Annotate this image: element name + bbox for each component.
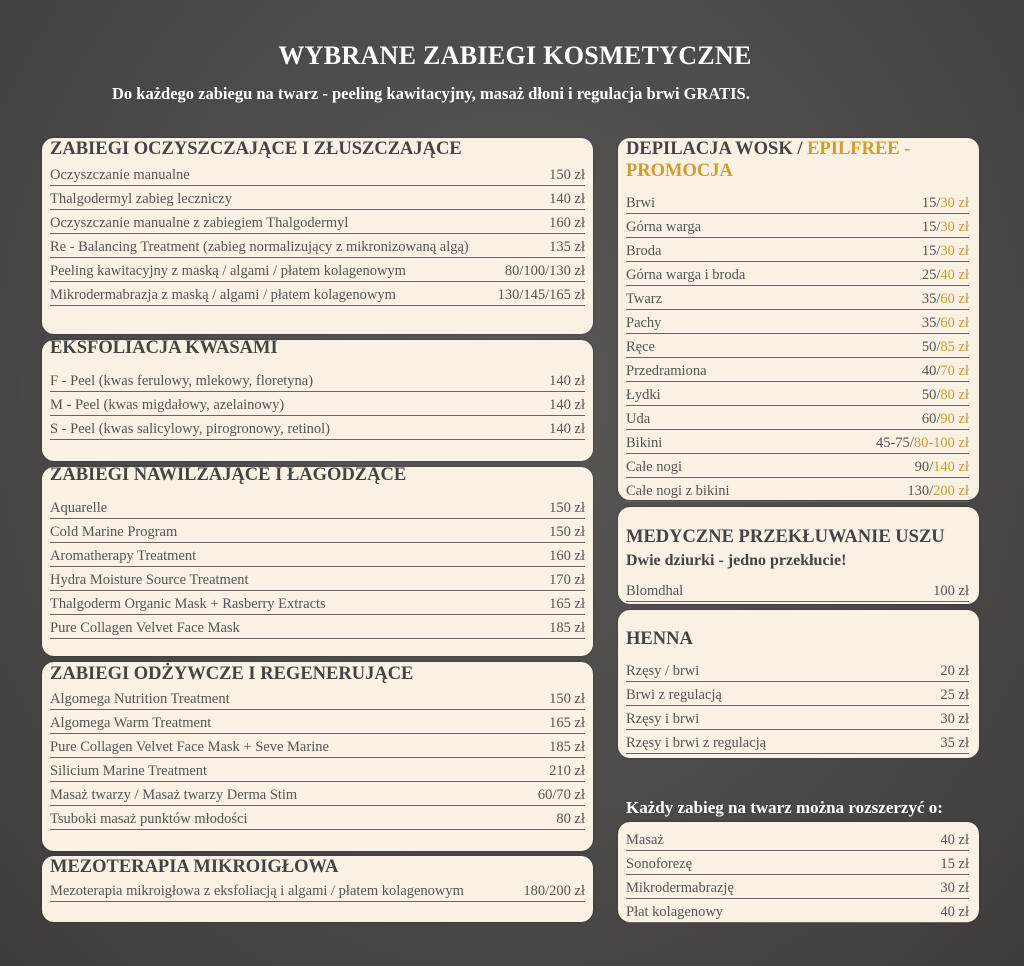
service-price (549, 239, 585, 256)
price-row (626, 899, 969, 923)
service-price (907, 483, 969, 500)
service-name: Aquarelle (50, 500, 108, 516)
service-name: Broda (626, 243, 662, 259)
price-row (626, 358, 969, 382)
price-value: 35 zł (940, 735, 969, 751)
price-value: 180/200 zł (523, 883, 585, 899)
card-eksfoliacja (42, 340, 593, 461)
service-price (549, 548, 585, 565)
price-value: 80 zł (556, 811, 585, 827)
price-row (626, 238, 969, 262)
price-value: 160 zł (549, 215, 585, 231)
price-row (50, 368, 585, 392)
service-price (549, 572, 585, 589)
service-price (940, 856, 969, 873)
price-value: 25 zł (940, 687, 969, 703)
service-name: Cold Marine Program (50, 524, 178, 540)
service-price (940, 832, 969, 849)
service-price (498, 287, 585, 304)
service-name: Peeling kawitacyjny z maską / algami / płatem kolagenowym (50, 263, 406, 279)
service-name: Re - Balancing Treatment (zabieg normalizujący z mikronizowaną algą) (50, 239, 469, 255)
card-henna (618, 610, 979, 758)
service-price (549, 421, 585, 438)
service-name: Oczyszczanie manualne (50, 167, 190, 183)
service-price (549, 620, 585, 637)
price-row (626, 658, 969, 682)
section-title: ZABIEGI OCZYSZCZAJĄCE I ZŁUSZCZAJĄCE (50, 139, 462, 159)
service-name: Algomega Warm Treatment (50, 715, 212, 731)
price-row (50, 416, 585, 440)
service-price (549, 397, 585, 414)
service-price (922, 387, 969, 404)
service-name: Pure Collagen Velvet Face Mask + Seve Marine (50, 739, 329, 755)
price-value: 20 zł (940, 663, 969, 679)
price-row (50, 806, 585, 830)
price-row (50, 392, 585, 416)
section-title-promo-line2: PROMOCJA (626, 161, 733, 181)
service-name: Górna warga i broda (626, 267, 746, 283)
price-row (50, 282, 585, 306)
card-depilacja (618, 138, 979, 500)
promo-price: 80-100 zł (913, 435, 969, 451)
price-value: 150 zł (549, 500, 585, 516)
page-subtitle: Do każdego zabiegu na twarz - peeling kawitacyjny, masaż dłoni i regulacja brwi GRATIS. (112, 84, 750, 103)
price-value: 60/70 zł (537, 787, 585, 803)
service-price (922, 291, 969, 308)
section-title: MEZOTERAPIA MIKROIGŁOWA (50, 857, 339, 877)
price-row (50, 591, 585, 615)
service-price (549, 596, 585, 613)
price-row (50, 186, 585, 210)
promo-price: 30 zł (940, 219, 969, 235)
service-name: S - Peel (kwas salicylowy, pirogronowy, retinol) (50, 421, 331, 437)
service-name: Rzęsy / brwi (626, 663, 700, 679)
section-title: MEDYCZNE PRZEKŁUWANIE USZU (626, 527, 945, 547)
price-row (50, 543, 585, 567)
price-row (626, 478, 969, 502)
price-row (626, 706, 969, 730)
service-name: Pachy (626, 315, 662, 331)
promo-price: 90 zł (940, 411, 969, 427)
promo-price: 140 zł (933, 459, 969, 475)
card-nawilzajace (42, 467, 593, 656)
price-row (50, 567, 585, 591)
service-name: Mikrodermabrazja z maską / algami / płatem kolagenowym (50, 287, 396, 303)
price-value: 150 zł (549, 524, 585, 540)
section-subtitle: Dwie dziurki - jedno przekłucie! (626, 552, 847, 569)
card-rozszerzenie (618, 822, 979, 922)
service-name: Mikrodermabrazję (626, 880, 734, 896)
price-value: 150 zł (549, 167, 585, 183)
service-name: Hydra Moisture Source Treatment (50, 572, 249, 588)
price-row (626, 406, 969, 430)
price-row (626, 851, 969, 875)
service-price (940, 711, 969, 728)
service-price (922, 195, 969, 212)
price-row (50, 710, 585, 734)
price-value: 50/ (921, 387, 941, 403)
service-name: Sonoforezę (626, 856, 693, 872)
price-row (626, 262, 969, 286)
price-row (626, 334, 969, 358)
price-row (50, 758, 585, 782)
price-row (626, 286, 969, 310)
service-name: Masaż (626, 832, 664, 848)
service-name: Łydki (626, 387, 661, 403)
service-price (940, 663, 969, 680)
promo-price: 70 zł (940, 363, 969, 379)
service-name: Mezoterapia mikroigłowa z eksfoliacją i algami / płatem kolagenowym (50, 883, 464, 899)
service-price (922, 267, 969, 284)
section-title-main: DEPILACJA WOSK / (626, 139, 808, 159)
price-value: 140 zł (549, 397, 585, 413)
price-row (50, 258, 585, 282)
service-price (549, 500, 585, 517)
price-row (50, 686, 585, 710)
service-price (922, 219, 969, 236)
service-name: Pure Collagen Velvet Face Mask (50, 620, 240, 636)
promo-price: 60 zł (940, 291, 969, 307)
price-value: 130/ (907, 483, 934, 499)
price-value: 25/ (921, 267, 941, 283)
service-name: F - Peel (kwas ferulowy, mlekowy, floretyna) (50, 373, 314, 389)
price-value: 15/ (921, 195, 941, 211)
service-name: Uda (626, 411, 651, 427)
service-name: Tsuboki masaż punktów młodości (50, 811, 248, 827)
section-title: ZABIEGI NAWILŻAJĄCE I ŁAGODZĄCE (50, 465, 407, 485)
price-value: 40 zł (940, 904, 969, 920)
service-price (940, 880, 969, 897)
price-value: 140 zł (549, 373, 585, 389)
service-price (549, 715, 585, 732)
price-row (626, 682, 969, 706)
service-name: Ręce (626, 339, 655, 355)
price-row (50, 162, 585, 186)
promo-price: 40 zł (940, 267, 969, 283)
price-row (626, 190, 969, 214)
price-value: 160 zł (549, 548, 585, 564)
price-value: 80/100/130 zł (504, 263, 585, 279)
promo-price: 200 zł (933, 483, 969, 499)
service-price (549, 524, 585, 541)
price-value: 35/ (921, 315, 941, 331)
section-title: ZABIEGI ODŻYWCZE I REGENERUJĄCE (50, 664, 414, 684)
price-value: 140 zł (549, 191, 585, 207)
service-price (523, 883, 585, 900)
price-value: 15/ (921, 219, 941, 235)
service-name: Rzęsy i brwi (626, 711, 700, 727)
service-name: Górna warga (626, 219, 702, 235)
price-row (50, 615, 585, 639)
service-price (922, 339, 969, 356)
page-title: WYBRANE ZABIEGI KOSMETYCZNE (278, 41, 752, 70)
price-row (626, 382, 969, 406)
price-row (50, 210, 585, 234)
price-row (626, 578, 969, 602)
section-title: HENNA (626, 629, 693, 649)
price-row (626, 827, 969, 851)
price-row (50, 734, 585, 758)
price-row (626, 430, 969, 454)
price-row (626, 214, 969, 238)
price-row (626, 310, 969, 334)
service-name: Bikini (626, 435, 663, 451)
price-value: 135 zł (549, 239, 585, 255)
service-price (505, 263, 585, 280)
price-row (626, 730, 969, 754)
price-row (626, 454, 969, 478)
service-price (940, 735, 969, 752)
price-value: 130/145/165 zł (497, 287, 585, 303)
service-price (922, 363, 969, 380)
service-price (556, 811, 585, 828)
price-value: 35/ (921, 291, 941, 307)
service-name: Silicium Marine Treatment (50, 763, 208, 779)
promo-price: 80 zł (940, 387, 969, 403)
extension-title: Każdy zabieg na twarz można rozszerzyć o: (626, 798, 943, 817)
price-value: 140 zł (549, 421, 585, 437)
service-name: Twarz (626, 291, 663, 307)
service-name: Oczyszczanie manualne z zabiegiem Thalgodermyl (50, 215, 349, 231)
service-price (940, 687, 969, 704)
price-row (50, 519, 585, 543)
price-value: 100 zł (933, 583, 969, 599)
service-name: Całe nogi (626, 459, 682, 475)
service-name: Masaż twarzy / Masaż twarzy Derma Stim (50, 787, 298, 803)
service-name: Aromatherapy Treatment (50, 548, 197, 564)
price-row (50, 782, 585, 806)
service-name: Thalgodermyl zabieg leczniczy (50, 191, 232, 207)
card-mezoterapia (42, 856, 593, 922)
service-price (549, 739, 585, 756)
service-price (549, 373, 585, 390)
price-row (626, 875, 969, 899)
price-value: 45-75/ (875, 435, 914, 451)
promo-price: 30 zł (940, 195, 969, 211)
section-title (626, 138, 910, 182)
service-price (549, 167, 585, 184)
service-name: Thalgoderm Organic Mask + Rasberry Extracts (50, 596, 326, 612)
price-value: 185 zł (549, 739, 585, 755)
service-price (549, 691, 585, 708)
price-row (50, 878, 585, 902)
service-name: Całe nogi z bikini (626, 483, 730, 499)
price-value: 40/ (921, 363, 941, 379)
promo-price: 85 zł (940, 339, 969, 355)
price-value: 30 zł (940, 711, 969, 727)
service-price (922, 411, 969, 428)
price-value: 15 zł (940, 856, 969, 872)
price-value: 90/ (914, 459, 934, 475)
section-title: EKSFOLIACJA KWASAMI (50, 338, 278, 358)
price-value: 50/ (921, 339, 941, 355)
service-price (876, 435, 969, 452)
service-price (538, 787, 585, 804)
service-name: Algomega Nutrition Treatment (50, 691, 230, 707)
price-value: 165 zł (549, 715, 585, 731)
price-row (50, 234, 585, 258)
card-oczyszczajace (42, 138, 593, 334)
service-price (940, 904, 969, 921)
service-name: Rzęsy i brwi z regulacją (626, 735, 767, 751)
service-price (915, 459, 969, 476)
card-uszy (618, 507, 979, 604)
service-price (933, 583, 969, 600)
service-name: M - Peel (kwas migdałowy, azelainowy) (50, 397, 285, 413)
price-row (50, 495, 585, 519)
service-price (549, 215, 585, 232)
service-name: Blomdhal (626, 583, 684, 599)
service-price (922, 243, 969, 260)
promo-price: 30 zł (940, 243, 969, 259)
price-value: 210 zł (549, 763, 585, 779)
price-value: 185 zł (549, 620, 585, 636)
section-title-promo: EPILFREE - (807, 139, 911, 159)
promo-price: 60 zł (940, 315, 969, 331)
price-value: 60/ (921, 411, 941, 427)
price-value: 150 zł (549, 691, 585, 707)
price-value: 40 zł (940, 832, 969, 848)
price-value: 15/ (921, 243, 941, 259)
service-price (549, 763, 585, 780)
service-price (549, 191, 585, 208)
price-value: 170 zł (549, 572, 585, 588)
service-name: Płat kolagenowy (626, 904, 724, 920)
card-odzywcze (42, 662, 593, 851)
price-value: 30 zł (940, 880, 969, 896)
service-name: Brwi (626, 195, 655, 211)
price-value: 165 zł (549, 596, 585, 612)
service-name: Brwi z regulacją (626, 687, 722, 703)
service-name: Przedramiona (626, 363, 707, 379)
service-price (922, 315, 969, 332)
